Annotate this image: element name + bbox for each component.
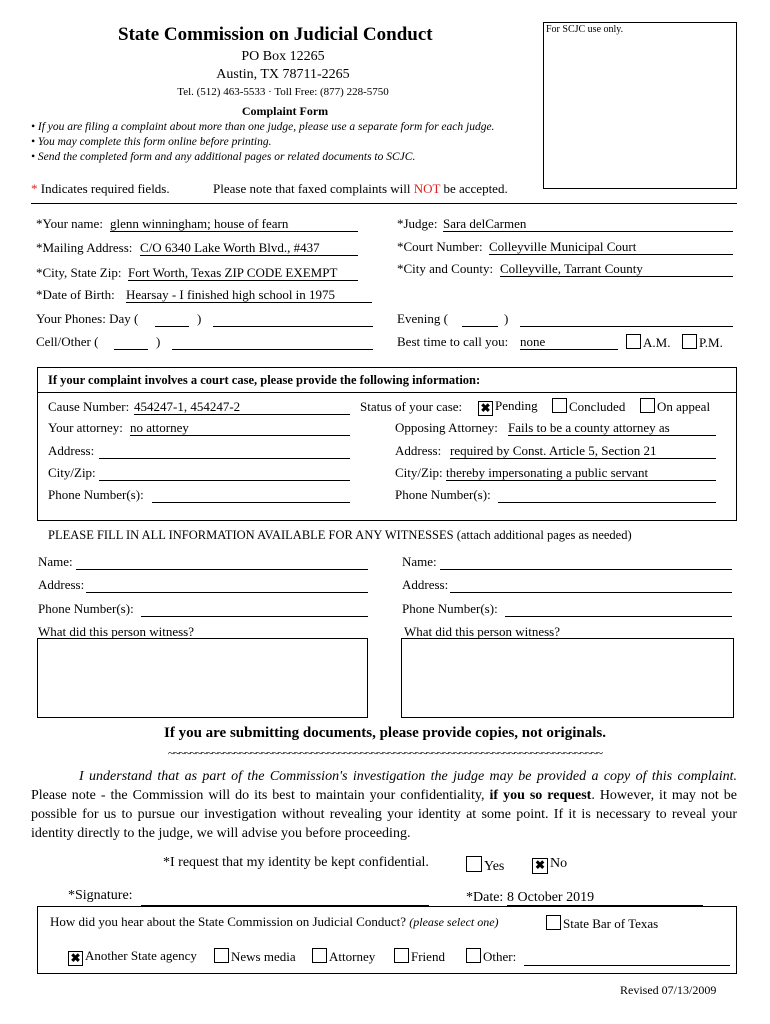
on-appeal-option[interactable] bbox=[640, 398, 710, 415]
signature-field[interactable] bbox=[141, 890, 429, 906]
referral-other-checkbox[interactable] bbox=[466, 948, 481, 963]
mailing-address-field[interactable]: C/O 6340 Lake Worth Blvd., #437 bbox=[140, 240, 358, 256]
referral-agency-checkbox[interactable]: ✖ bbox=[68, 951, 83, 966]
court-case-divider bbox=[37, 392, 737, 393]
pending-label: Pending bbox=[495, 398, 538, 413]
confidential-label: *I request that my identity be kept confidential. bbox=[163, 855, 429, 870]
instruction-bullet: • You may complete this form online before printing. bbox=[31, 136, 272, 148]
best-time-label: Best time to call you: bbox=[397, 334, 509, 349]
date-field[interactable]: 8 October 2019 bbox=[507, 890, 703, 906]
referral-other-label: Other: bbox=[483, 949, 517, 964]
referral-media-option[interactable] bbox=[214, 948, 296, 965]
court-case-heading: If your complaint involves a court case, please provide the following information: bbox=[48, 373, 481, 387]
commission-title: State Commission on Judicial Conduct bbox=[118, 24, 433, 45]
revision-date: Revised 07/13/2009 bbox=[620, 983, 717, 997]
opposing-cityzip-label: City/Zip: bbox=[395, 465, 443, 480]
opposing-address-field[interactable]: required by Const. Article 5, Section 21 bbox=[450, 443, 716, 459]
attorney-phone-label: Phone Number(s): bbox=[48, 487, 144, 502]
city-address: Austin, TX 78711-2265 bbox=[216, 67, 350, 82]
witness2-phone-label: Phone Number(s): bbox=[402, 601, 498, 616]
statement-bold: if you so request bbox=[489, 788, 592, 803]
evening-area-field[interactable] bbox=[462, 311, 498, 327]
pm-option[interactable] bbox=[682, 334, 723, 351]
mailing-address-label: *Mailing Address: bbox=[36, 240, 133, 255]
confidential-yes-label: Yes bbox=[484, 859, 505, 874]
witness2-name-field[interactable] bbox=[440, 554, 732, 570]
po-box: PO Box 12265 bbox=[241, 49, 325, 64]
judge-label: *Judge: bbox=[397, 216, 438, 231]
required-text: Indicates required fields. bbox=[37, 181, 170, 196]
statement-text-end: . However, it may not be possible for us to pursue our investigation without revealing your identity at some point. If it is necessary to reveal your identity directly to the judge, we will advise you before proceeding. bbox=[31, 788, 737, 841]
statement-text: Please note - the Commission will do its best to maintain your confidentiality, bbox=[31, 788, 490, 803]
witness2-phone-field[interactable] bbox=[505, 601, 732, 617]
referral-bar-option[interactable] bbox=[546, 915, 658, 932]
date-label: *Date: bbox=[466, 890, 504, 905]
confidential-no-checkbox[interactable]: ✖ bbox=[532, 858, 548, 874]
concluded-option[interactable] bbox=[552, 398, 625, 415]
evening-close: ) bbox=[504, 311, 509, 326]
divider bbox=[31, 203, 737, 204]
witness2-address-label: Address: bbox=[402, 577, 449, 592]
referral-friend-option[interactable] bbox=[394, 948, 445, 965]
confidential-no-option[interactable] bbox=[532, 856, 567, 874]
status-label: Status of your case: bbox=[360, 399, 463, 414]
confidential-yes-option[interactable] bbox=[466, 856, 504, 875]
scjc-use-label: For SCJC use only. bbox=[546, 24, 624, 35]
pm-checkbox[interactable] bbox=[682, 334, 697, 349]
court-number-field[interactable]: Colleyville Municipal Court bbox=[489, 239, 733, 255]
am-label: A.M. bbox=[643, 335, 671, 350]
dob-field[interactable]: Hearsay - I finished high school in 1975 bbox=[126, 287, 372, 303]
your-name-label: *Your name: bbox=[36, 216, 103, 231]
city-county-label: *City and County: bbox=[397, 261, 494, 276]
city-state-zip-label: *City, State Zip: bbox=[36, 265, 122, 280]
required-note bbox=[31, 181, 170, 197]
opposing-address-label: Address: bbox=[395, 443, 442, 458]
concluded-checkbox[interactable] bbox=[552, 398, 567, 413]
required-star: * bbox=[31, 181, 38, 196]
referral-friend-checkbox[interactable] bbox=[394, 948, 409, 963]
phone-day-number-field[interactable] bbox=[213, 311, 373, 327]
phone-day-label: Your Phones: Day ( bbox=[36, 311, 139, 326]
witness-heading: PLEASE FILL IN ALL INFORMATION AVAILABLE FOR ANY WITNESSES (attach additional pages as needed) bbox=[48, 528, 632, 542]
fax-note bbox=[213, 181, 508, 197]
city-county-field[interactable]: Colleyville, Tarrant County bbox=[500, 261, 733, 277]
referral-select-hint: (please select one) bbox=[409, 915, 499, 929]
referral-agency-option[interactable] bbox=[68, 948, 197, 966]
cause-number-label: Cause Number: bbox=[48, 399, 130, 414]
on-appeal-checkbox[interactable] bbox=[640, 398, 655, 413]
confidential-yes-checkbox[interactable] bbox=[466, 856, 482, 872]
cell-area-field[interactable] bbox=[114, 334, 148, 350]
referral-friend-label: Friend bbox=[411, 949, 445, 964]
form-name: Complaint Form bbox=[241, 104, 329, 118]
instruction-bullet: • If you are filing a complaint about more than one judge, please use a separate form for each judge. bbox=[31, 121, 495, 133]
fax-not: NOT bbox=[413, 181, 441, 196]
your-name-field[interactable]: glenn winningham; house of fearn bbox=[110, 216, 358, 232]
attorney-cityzip-label: City/Zip: bbox=[48, 465, 96, 480]
cell-close: ) bbox=[156, 334, 161, 349]
referral-question-text: How did you hear about the State Commission on Judicial Conduct? bbox=[50, 914, 407, 929]
phone-day-close: ) bbox=[197, 311, 202, 326]
am-option[interactable] bbox=[626, 334, 670, 351]
witness1-phone-field[interactable] bbox=[141, 601, 368, 617]
referral-attorney-label: Attorney bbox=[329, 949, 376, 964]
statement-italic: I understand that as part of the Commission's investigation the judge may be provided a copy of this complaint. bbox=[79, 769, 737, 784]
witness1-phone-label: Phone Number(s): bbox=[38, 601, 134, 616]
witness1-question: What did this person witness? bbox=[38, 624, 194, 639]
scjc-use-box bbox=[543, 22, 737, 189]
witness1-address-label: Address: bbox=[38, 577, 85, 592]
instruction-bullet: • Send the completed form and any additional pages or related documents to SCJC. bbox=[31, 151, 416, 163]
copies-note: If you are submitting documents, please provide copies, not originals. bbox=[164, 725, 606, 741]
your-attorney-field[interactable]: no attorney bbox=[130, 420, 350, 436]
referral-bar-checkbox[interactable] bbox=[546, 915, 561, 930]
opposing-phone-label: Phone Number(s): bbox=[395, 487, 491, 502]
pending-checkbox[interactable]: ✖ bbox=[478, 401, 493, 416]
confidentiality-statement bbox=[31, 767, 737, 843]
concluded-label: Concluded bbox=[569, 399, 626, 414]
witness1-description-field[interactable] bbox=[37, 638, 368, 718]
cause-number-field[interactable]: 454247-1, 454247-2 bbox=[134, 399, 350, 415]
referral-attorney-checkbox[interactable] bbox=[312, 948, 327, 963]
attorney-address-label: Address: bbox=[48, 443, 95, 458]
court-number-label: *Court Number: bbox=[397, 239, 483, 254]
referral-other-field[interactable] bbox=[524, 950, 730, 966]
referral-other-option[interactable] bbox=[466, 948, 516, 965]
confidential-no-label: No bbox=[550, 856, 568, 871]
fax-note-end: be accepted. bbox=[440, 181, 508, 196]
attorney-cityzip-field[interactable] bbox=[99, 465, 350, 481]
city-state-zip-field[interactable]: Fort Worth, Texas ZIP CODE EXEMPT bbox=[128, 265, 358, 281]
referral-attorney-option[interactable] bbox=[312, 948, 375, 965]
cell-label: Cell/Other ( bbox=[36, 334, 99, 349]
attorney-phone-field[interactable] bbox=[152, 487, 350, 503]
witness2-description-field[interactable] bbox=[401, 638, 734, 718]
witness1-name-label: Name: bbox=[38, 554, 73, 569]
witness1-address-field[interactable] bbox=[86, 577, 368, 593]
on-appeal-label: On appeal bbox=[657, 399, 711, 414]
witness2-address-field[interactable] bbox=[450, 577, 732, 593]
referral-question bbox=[50, 914, 499, 930]
opposing-phone-field[interactable] bbox=[498, 487, 716, 503]
pending-option[interactable] bbox=[478, 398, 538, 416]
phone-numbers: Tel. (512) 463-5533 · Toll Free: (877) 228-5750 bbox=[177, 86, 389, 98]
evening-number-field[interactable] bbox=[520, 311, 733, 327]
referral-media-checkbox[interactable] bbox=[214, 948, 229, 963]
referral-media-label: News media bbox=[231, 949, 296, 964]
opposing-attorney-field[interactable]: Fails to be a county attorney as bbox=[508, 420, 716, 436]
phone-day-area-field[interactable] bbox=[155, 311, 189, 327]
your-attorney-label: Your attorney: bbox=[48, 420, 123, 435]
signature-label: *Signature: bbox=[68, 888, 133, 903]
tilde-separator: ~~~~~~~~~~~~~~~~~~~~~~~~~~~~~~~~~~~~~~~~~~~~~~~~~~~~~~~~~~~~~~~~~~~~~~~~~~~~~~~ bbox=[168, 746, 602, 760]
referral-bar-label: State Bar of Texas bbox=[563, 916, 659, 931]
am-checkbox[interactable] bbox=[626, 334, 641, 349]
witness2-question: What did this person witness? bbox=[404, 624, 560, 639]
opposing-cityzip-field[interactable]: thereby impersonating a public servant bbox=[446, 465, 716, 481]
opposing-attorney-label: Opposing Attorney: bbox=[395, 420, 498, 435]
evening-label: Evening ( bbox=[397, 311, 448, 326]
attorney-address-field[interactable] bbox=[99, 443, 350, 459]
fax-note-text: Please note that faxed complaints will bbox=[213, 181, 414, 196]
cell-number-field[interactable] bbox=[172, 334, 373, 350]
referral-agency-label: Another State agency bbox=[85, 948, 197, 963]
judge-field[interactable]: Sara delCarmen bbox=[443, 216, 733, 232]
best-time-field[interactable]: none bbox=[520, 334, 618, 350]
witness2-name-label: Name: bbox=[402, 554, 437, 569]
pm-label: P.M. bbox=[699, 335, 723, 350]
witness1-name-field[interactable] bbox=[76, 554, 368, 570]
dob-label: *Date of Birth: bbox=[36, 287, 115, 302]
